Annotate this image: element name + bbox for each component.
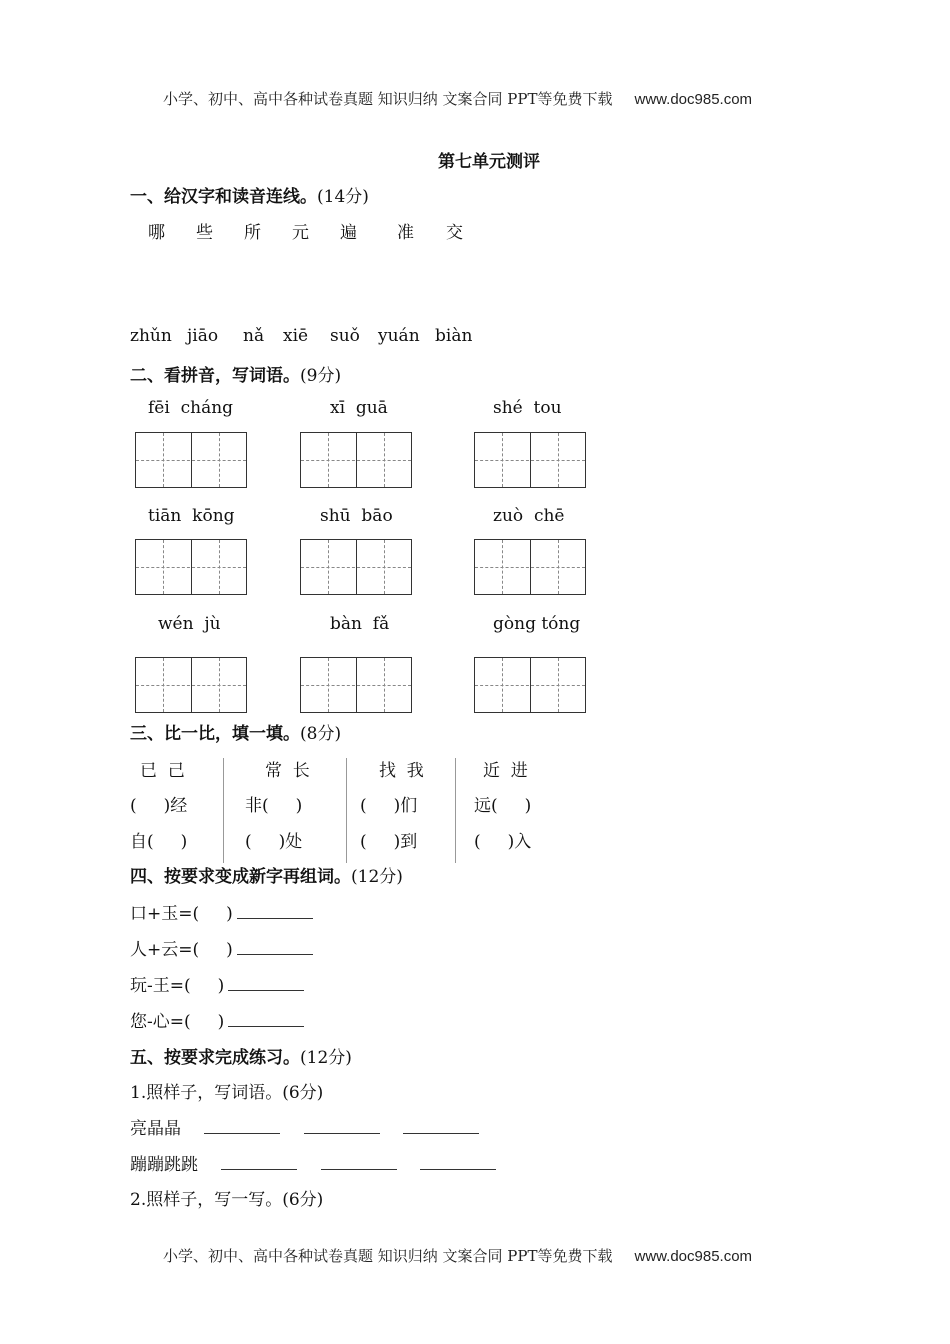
s1-pinyin: jiāo [187, 326, 219, 346]
s1-char: 所 [244, 223, 261, 243]
section-5-points: (12分) [300, 1048, 352, 1068]
section-1-heading: 一、给汉字和读音连线。(14分) [130, 187, 369, 207]
writing-grid[interactable] [474, 539, 586, 595]
writing-grid[interactable] [135, 432, 247, 488]
writing-grid[interactable] [135, 539, 247, 595]
answer-blank[interactable] [204, 1132, 280, 1134]
writing-grid[interactable] [135, 657, 247, 713]
answer-blank[interactable] [321, 1168, 397, 1170]
section-1-points: (14分) [317, 187, 369, 207]
s3-line[interactable]: 远( ) [474, 796, 532, 816]
writing-grid[interactable] [474, 657, 586, 713]
s5-example-row [130, 1114, 479, 1139]
s1-pinyin: yuán [378, 326, 420, 346]
section-2-heading: 二、看拼音，写词语。(9分) [130, 366, 342, 386]
s2-pinyin: shū bāo [320, 506, 393, 526]
s5-example-row [130, 1150, 496, 1175]
page-footer [163, 1245, 752, 1266]
s1-char: 元 [292, 223, 309, 243]
s1-char: 准 [397, 223, 414, 243]
s1-pinyin: zhǔn [130, 326, 172, 346]
s1-pinyin: nǎ [243, 326, 265, 346]
section-3-heading: 三、比一比，填一填。(8分) [130, 724, 342, 744]
s5-question-2: 2.照样子，写一写。(6分) [130, 1190, 324, 1210]
page-title: 第七单元测评 [438, 152, 540, 172]
answer-blank[interactable] [420, 1168, 496, 1170]
s3-line[interactable]: ( )到 [360, 832, 418, 852]
s3-group-chars: 已 己 [140, 761, 185, 781]
column-divider [346, 758, 347, 863]
s2-pinyin: shé tou [493, 398, 562, 418]
column-divider [455, 758, 456, 863]
page-header [163, 88, 752, 109]
s1-char: 哪 [148, 223, 165, 243]
s5-question-1: 1.照样子，写词语。(6分) [130, 1083, 324, 1103]
s3-line[interactable]: ( )入 [474, 832, 532, 852]
footer-url[interactable]: www.doc985.com [634, 1248, 753, 1265]
s1-char: 交 [446, 223, 463, 243]
s3-group-chars: 找 我 [379, 761, 424, 781]
s4-item[interactable]: 您-心=( ) [130, 1007, 304, 1032]
writing-grid[interactable] [300, 539, 412, 595]
answer-blank[interactable] [403, 1132, 479, 1134]
s2-pinyin: wén jù [158, 614, 221, 634]
section-4-heading: 四、按要求变成新字再组词。(12分) [130, 867, 403, 887]
section-3-points: (8分) [300, 724, 342, 744]
example-word: 蹦蹦跳跳 [130, 1155, 198, 1175]
answer-blank[interactable] [221, 1168, 297, 1170]
writing-grid[interactable] [300, 657, 412, 713]
footer-text: 小学、初中、高中各种试卷真题 知识归纳 文案合同 PPT等免费下载 [163, 1247, 613, 1265]
s1-char: 些 [196, 223, 213, 243]
section-4-points: (12分) [351, 867, 403, 887]
column-divider [223, 758, 224, 863]
s3-group-chars: 常 长 [265, 761, 310, 781]
section-2-points: (9分) [300, 366, 342, 386]
s3-group-chars: 近 进 [483, 761, 528, 781]
s1-pinyin: suǒ [330, 326, 360, 346]
s2-pinyin: gòng tóng [493, 614, 581, 634]
example-word: 亮晶晶 [130, 1119, 181, 1139]
s4-item[interactable]: 口+玉=( ) [130, 899, 313, 924]
writing-grid[interactable] [300, 432, 412, 488]
s3-line[interactable]: 非( ) [245, 796, 303, 816]
s2-pinyin: bàn fǎ [330, 614, 390, 634]
s2-pinyin: fēi cháng [148, 398, 234, 418]
s4-item[interactable]: 玩-王=( ) [130, 971, 304, 996]
s1-char: 遍 [340, 223, 357, 243]
s3-line[interactable]: 自( ) [130, 832, 188, 852]
header-text: 小学、初中、高中各种试卷真题 知识归纳 文案合同 PPT等免费下载 [163, 90, 613, 108]
s2-pinyin: tiān kōng [148, 506, 235, 526]
s3-line[interactable]: ( )们 [360, 796, 418, 816]
s1-pinyin: xiē [283, 326, 309, 346]
header-url[interactable]: www.doc985.com [634, 91, 753, 108]
s3-line[interactable]: ( )经 [130, 796, 188, 816]
s1-pinyin: biàn [435, 326, 473, 346]
s2-pinyin: xī guā [330, 398, 388, 418]
section-5-heading: 五、按要求完成练习。(12分) [130, 1048, 352, 1068]
s2-pinyin: zuò chē [493, 506, 565, 526]
s3-line[interactable]: ( )处 [245, 832, 303, 852]
writing-grid[interactable] [474, 432, 586, 488]
answer-blank[interactable] [304, 1132, 380, 1134]
s4-item[interactable]: 人+云=( ) [130, 935, 313, 960]
